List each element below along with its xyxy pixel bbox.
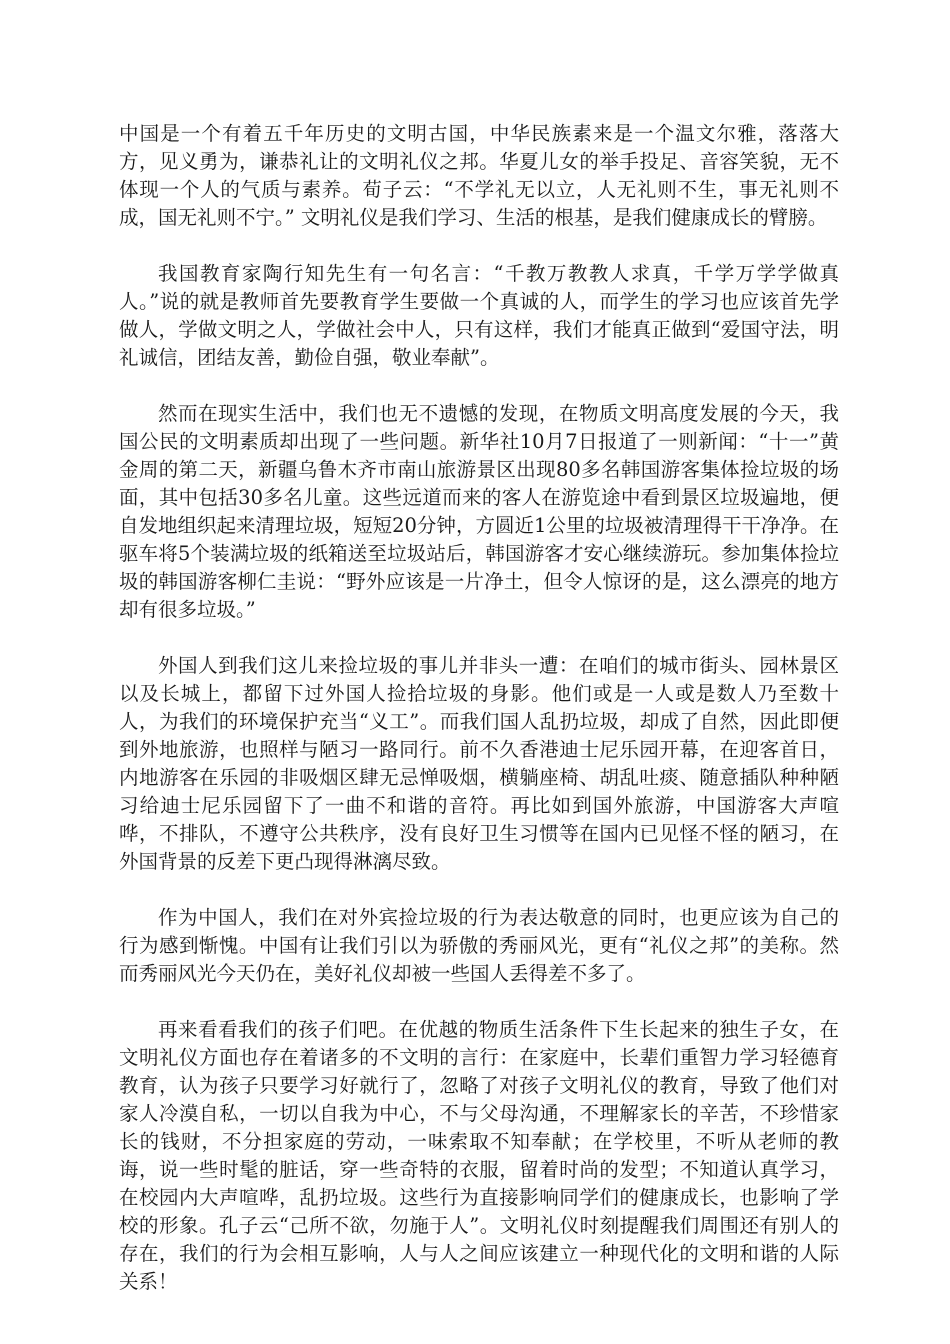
document-body	[119, 120, 839, 1324]
paragraph-3: 然而在现实生活中，我们也无不遗憾的发现，在物质文明高度发展的今天，我国公民的文明素质却出现了一些问题。新华社10月7日报道了一则新闻：“十一”黄金周的第二天，新疆乌鲁木齐市南山旅游景区出现80多名韩国游客集体捡垃圾的场面，其中包括30多名儿童。这些远道而来的客人在游览途中看到景区垃圾遍地，便自发地组织起来清理垃圾，短短20分钟，方圆近1公里的垃圾被清理得干干净净。在驱车将5个装满垃圾的纸箱送至垃圾站后，韩国游客才安心继续游玩。参加集体捡垃圾的韩国游客柳仁圭说：“野外应该是一片净土，但令人惊讶的是，这么漂亮的地方却有很多垃圾。”	[119, 402, 839, 621]
paragraph-4: 外国人到我们这儿来捡垃圾的事儿并非头一遭：在咱们的城市街头、园林景区以及长城上，都留下过外国人捡拾垃圾的身影。他们或是一人或是数人乃至数十人，为我们的环境保护充当“义工”。而我们国人乱扔垃圾，却成了自然，因此即便到外地旅游，也照样与陋习一路同行。前不久香港迪士尼乐园开幕，在迎客首日，内地游客在乐园的非吸烟区肆无忌惮吸烟，横躺座椅、胡乱吐痰、随意插队种种陋习给迪士尼乐园留下了一曲不和谐的音符。再比如到国外旅游，中国游客大声喧哗，不排队，不遵守公共秩序，没有良好卫生习惯等在国内已见怪不怪的陋习，在外国背景的反差下更凸现得淋漓尽致。	[119, 654, 839, 873]
paragraph-2: 我国教育家陶行知先生有一句名言：“千教万教教人求真，千学万学学做真人。”说的就是教师首先要教育学生要做一个真诚的人，而学生的学习也应该首先学做人，学做文明之人，学做社会中人，只有这样，我们才能真正做到“爱国守法，明礼诚信，团结友善，勤俭自强，敬业奉献”。	[119, 262, 839, 369]
paragraph-6: 再来看看我们的孩子们吧。在优越的物质生活条件下生长起来的独生子女，在文明礼仪方面也存在着诸多的不文明的言行：在家庭中，长辈们重智力学习轻德育教育，认为孩子只要学习好就行了，忽略了对孩子文明礼仪的教育，导致了他们对家人冷漠自私，一切以自我为中心，不与父母沟通，不理解家长的辛苦，不珍惜家长的钱财，不分担家庭的劳动，一味索取不知奉献；在学校里，不听从老师的教诲，说一些时髦的脏话，穿一些奇特的衣服，留着时尚的发型；不知道认真学习，在校园内大声喧哗，乱扔垃圾。这些行为直接影响同学们的健康成长，也影响了学校的形象。孔子云“己所不欲，勿施于人”。文明礼仪时刻提醒我们周围还有别人的存在，我们的行为会相互影响，人与人之间应该建立一种现代化的文明和谐的人际关系！	[119, 1018, 839, 1293]
paragraph-5: 作为中国人，我们在对外宾捡垃圾的行为表达敬意的同时，也更应该为自己的行为感到惭愧。中国有让我们引以为骄傲的秀丽风光，更有“礼仪之邦”的美称。然而秀丽风光今天仍在，美好礼仪却被一些国人丢得差不多了。	[119, 906, 839, 985]
paragraph-1: 中国是一个有着五千年历史的文明古国，中华民族素来是一个温文尔雅，落落大方，见义勇为，谦恭礼让的文明礼仪之邦。华夏儿女的举手投足、音容笑貌，无不体现一个人的气质与素养。荀子云：“不学礼无以立，人无礼则不生，事无礼则不成，国无礼则不宁。” 文明礼仪是我们学习、生活的根基，是我们健康成长的臂膀。	[119, 122, 839, 229]
